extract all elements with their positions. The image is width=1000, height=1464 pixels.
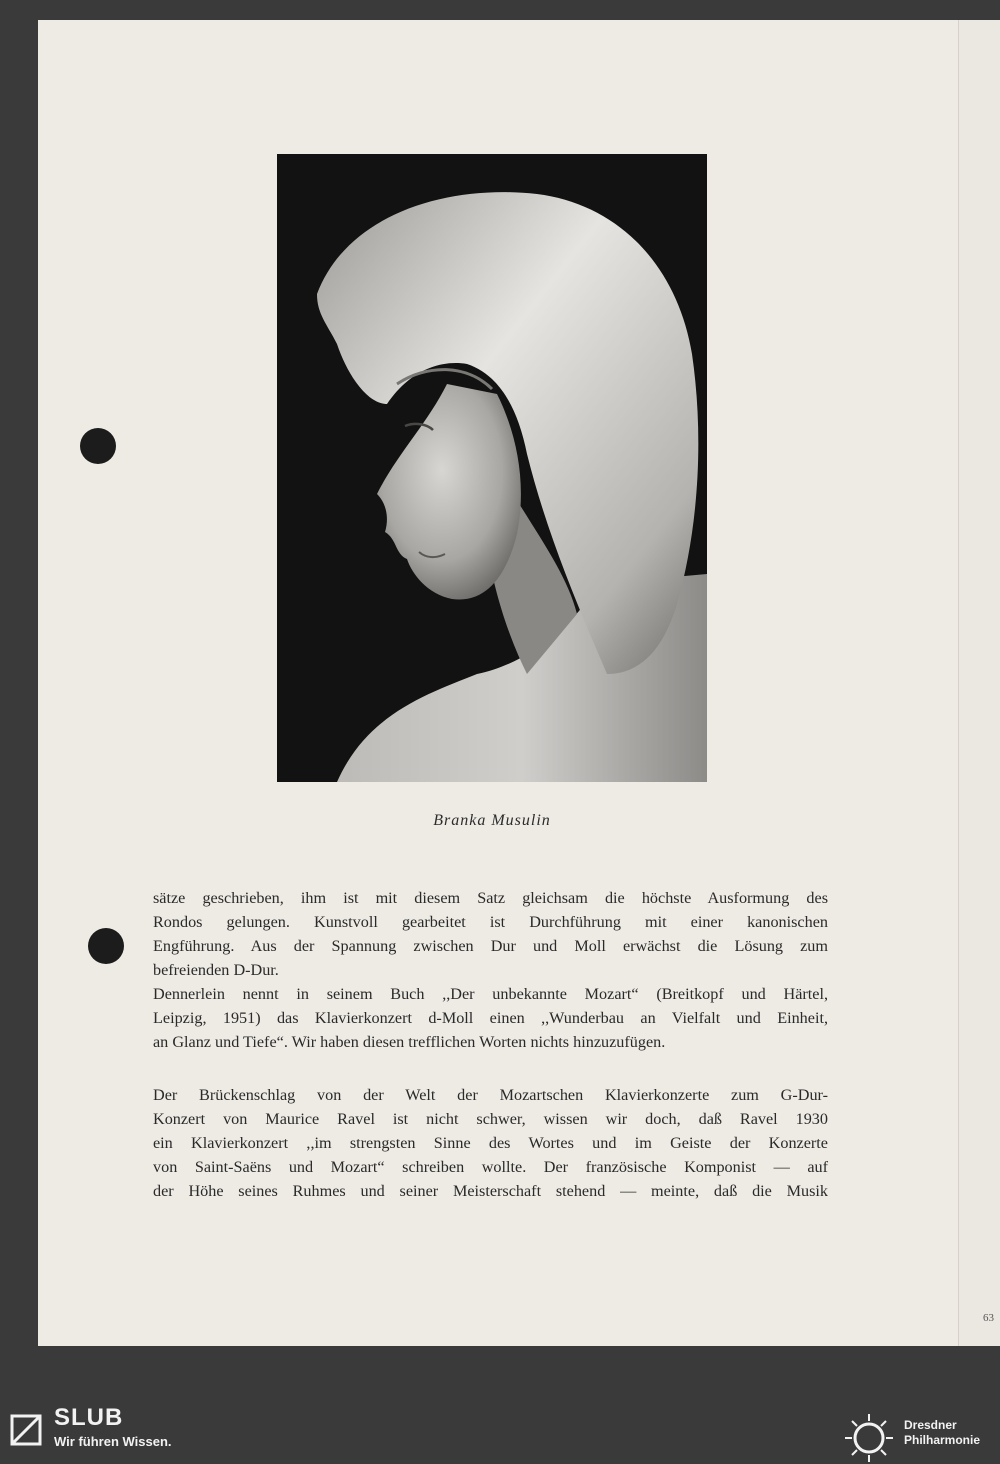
partner-name — [904, 1418, 980, 1448]
text-line: Leipzig, 1951) das Klavierkonzert d-Moll einen ,,Wunderbau an Vielfalt und Einheit, — [153, 1009, 828, 1027]
page-number: 63 — [983, 1312, 994, 1324]
partner-name-line: Dresdner — [904, 1418, 957, 1432]
footer-bar — [0, 1346, 1000, 1449]
text-line: befreienden D-Dur. — [153, 961, 279, 979]
library-name: SLUB — [54, 1404, 124, 1431]
partner-name-line: Philharmonie — [904, 1433, 981, 1447]
library-tagline: Wir führen Wissen. — [54, 1434, 172, 1449]
punch-hole — [80, 428, 116, 464]
text-line: Engführung. Aus der Spannung zwischen Dur und Moll erwächst die Lösung zum — [153, 937, 828, 955]
text-line: sätze geschrieben, ihm ist mit diesem Satz gleichsam die höchste Ausformung des — [153, 889, 828, 907]
philharmonie-logo-icon — [843, 1412, 895, 1464]
text-line: an Glanz und Tiefe“. Wir haben diesen trefflichen Worten nichts hinzuzufügen. — [153, 1033, 666, 1051]
paragraph-ravel-concerto — [153, 1083, 828, 1203]
text-line: der Höhe seines Ruhmes und seiner Meisterschaft stehend — meinte, daß die Musik — [153, 1182, 828, 1200]
text-line: Rondos gelungen. Kunstvoll gearbeitet ist Durchführung mit einer kanonischen — [153, 913, 828, 931]
slub-logo-icon — [10, 1414, 42, 1446]
paragraph-mozart-concerto — [153, 886, 828, 1054]
adjacent-page-edge — [958, 20, 1000, 1346]
portrait-illustration — [277, 154, 707, 782]
punch-hole — [88, 928, 124, 964]
text-line: Dennerlein nennt in seinem Buch ,,Der unbekannte Mozart“ (Breitkopf und Härtel, — [153, 985, 828, 1003]
text-line: Der Brückenschlag von der Welt der Mozartschen Klavierkonzerte zum G-Dur- — [153, 1086, 828, 1104]
text-line: Konzert von Maurice Ravel ist nicht schwer, wissen wir doch, daß Ravel 1930 — [153, 1110, 828, 1128]
photo-caption: Branka Musulin — [433, 812, 551, 829]
portrait-photo — [277, 154, 707, 782]
text-line: von Saint-Saëns und Mozart“ schreiben wollte. Der französische Komponist — auf — [153, 1158, 828, 1176]
text-line: ein Klavierkonzert ,,im strengsten Sinne des Wortes und im Geiste der Konzerte — [153, 1134, 828, 1152]
